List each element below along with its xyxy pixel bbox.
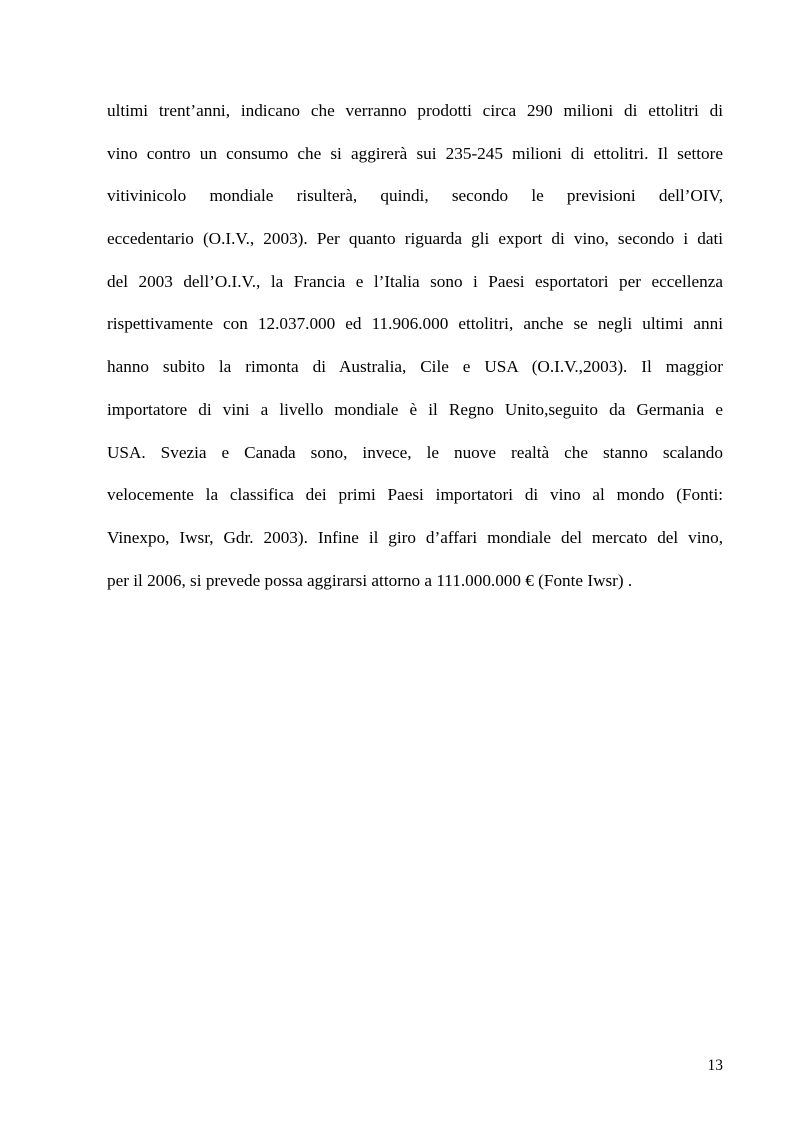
paragraph-line: importatore di vini a livello mondiale è il Regno Unito,seguito da Germania e xyxy=(107,399,723,419)
body-paragraph xyxy=(107,90,723,602)
paragraph-line: eccedentario (O.I.V., 2003). Per quanto riguarda gli export di vino, secondo i dati xyxy=(107,229,723,249)
paragraph-line: velocemente la classifica dei primi Paesi importatori di vino al mondo (Fonti: xyxy=(107,485,723,505)
paragraph-line: vitivinicolo mondiale risulterà, quindi, secondo le previsioni dell’OIV, xyxy=(107,186,723,206)
paragraph-line: vino contro un consumo che si aggirerà sui 235-245 milioni di ettolitri. Il settore xyxy=(107,143,723,163)
paragraph-line: USA. Svezia e Canada sono, invece, le nuove realtà che stanno scalando xyxy=(107,442,723,462)
paragraph-line: ultimi trent’anni, indicano che verranno prodotti circa 290 milioni di ettolitri di xyxy=(107,101,723,120)
paragraph-line: del 2003 dell’O.I.V., la Francia e l’Italia sono i Paesi esportatori per eccellenza xyxy=(107,271,723,291)
paragraph-line: hanno subito la rimonta di Australia, Cile e USA (O.I.V.,2003). Il maggior xyxy=(107,357,723,377)
paragraph-line: rispettivamente con 12.037.000 ed 11.906.000 ettolitri, anche se negli ultimi anni xyxy=(107,314,723,334)
paragraph-line: per il 2006, si prevede possa aggirarsi attorno a 111.000.000 € (Fonte Iwsr) . xyxy=(107,570,633,590)
paragraph-line: Vinexpo, Iwsr, Gdr. 2003). Infine il giro d’affari mondiale del mercato del vino, xyxy=(107,527,723,547)
page-number: 13 xyxy=(707,1057,723,1074)
